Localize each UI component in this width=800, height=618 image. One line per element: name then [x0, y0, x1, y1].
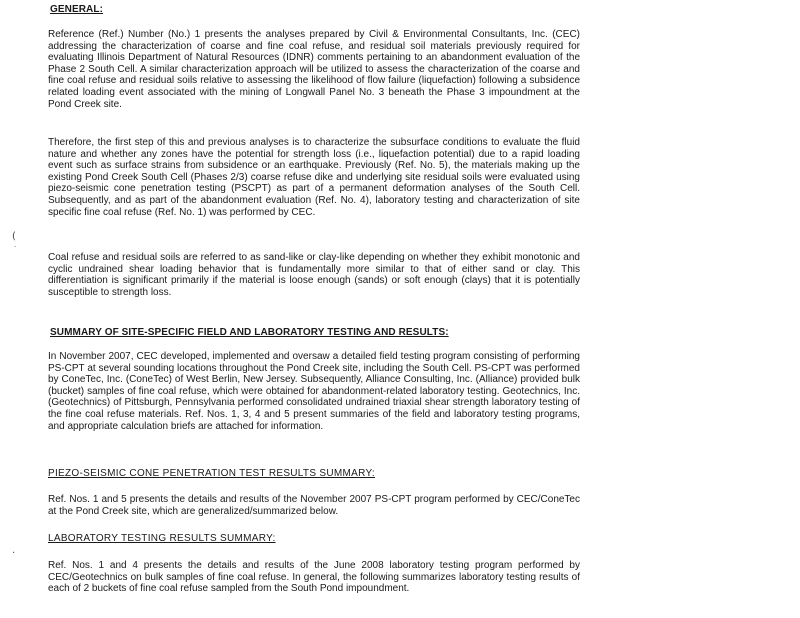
piezo-paragraph: Ref. Nos. 1 and 5 presents the details and results of the November 2007 PS-CPT program performed by CEC/ConeTec at the Pond Creek site, which are generalized/summarized below.: [48, 494, 580, 517]
scan-mark: ·: [12, 548, 16, 559]
general-paragraph-2: Therefore, the first step of this and previous analyses is to characterize the subsurface conditions to evaluate the fluid nature and whether any zones have the potential for strength loss (i.e., liquefaction potential) due to a rapid loading event such as surface strains from subsidence or an earthquake. Previously (Ref. No. 5), the materials making up the existing Pond Creek South Cell (Phases 2/3) coarse refuse dike and underlying site residual soils were evaluated using piezo-seismic cone penetration testing (PSCPT) as part of a permanent deformation analyses of the South Cell. Subsequently, and as part of the abandonment evaluation (Ref. No. 4), laboratory testing and characterization of site specific fine coal refuse (Ref. No. 1) was performed by CEC.: [48, 137, 580, 218]
general-heading: GENERAL:: [50, 4, 104, 15]
general-paragraph-1: Reference (Ref.) Number (No.) 1 presents the analyses prepared by Civil & Environmental Consultants, Inc. (CEC) addressing the characterization of coarse and fine coal refuse, and residual soil materials previously required for evaluating Illinois Department of Natural Resources (IDNR) comments pertaining to an abandonment evaluation of the Phase 2 South Cell. A similar characterization approach will be utilized to assess the characterization of the coarse and fine coal refuse and residual soils relative to assessing the likelihood of flow failure (liquefaction) following a subsidence related loading event associated with the mining of Longwall Panel No. 3 beneath the Phase 3 impoundment at the Pond Creek site.: [48, 29, 580, 110]
piezo-heading: PIEZO-SEISMIC CONE PENETRATION TEST RESULTS SUMMARY:: [48, 468, 375, 479]
scan-mark: ·: [14, 243, 17, 251]
lab-paragraph: Ref. Nos. 1 and 4 presents the details and results of the June 2008 laboratory testing program performed by CEC/Geotechnics on bulk samples of fine coal refuse. In general, the following summarizes laboratory testing results of each of 2 buckets of fine coal refuse sampled from the South Pond impoundment.: [48, 560, 580, 595]
lab-heading: LABORATORY TESTING RESULTS SUMMARY:: [48, 533, 276, 544]
summary-paragraph: In November 2007, CEC developed, implemented and oversaw a detailed field testing program consisting of performing PS-CPT at several sounding locations throughout the Pond Creek site, including the South Cell. PS-CPT was performed by ConeTec, Inc. (ConeTec) of West Berlin, New Jersey. Subsequently, Alliance Consulting, Inc. (Alliance) provided bulk (bucket) samples of fine coal refuse, which were obtained for abandonment-related laboratory testing. Geotechnics, Inc. (Geotechnics) of Pittsburgh, Pennsylvania performed consolidated undrained triaxial shear strength laboratory testing of the fine coal refuse materials. Ref. Nos. 1, 3, 4 and 5 present summaries of the field and laboratory testing programs, and appropriate calculation briefs are attached for information.: [48, 351, 580, 432]
summary-heading: SUMMARY OF SITE-SPECIFIC FIELD AND LABORATORY TESTING AND RESULTS:: [50, 327, 449, 338]
general-paragraph-3: Coal refuse and residual soils are referred to as sand-like or clay-like depending on whether they exhibit monotonic and cyclic undrained shear loading behavior that is fundamentally more similar to that of either sand or clay. This differentiation is significant primarily if the material is loose enough (sands) or soft enough (clays) that it is potentially susceptible to strength loss.: [48, 252, 580, 298]
scan-mark: (: [12, 231, 16, 242]
